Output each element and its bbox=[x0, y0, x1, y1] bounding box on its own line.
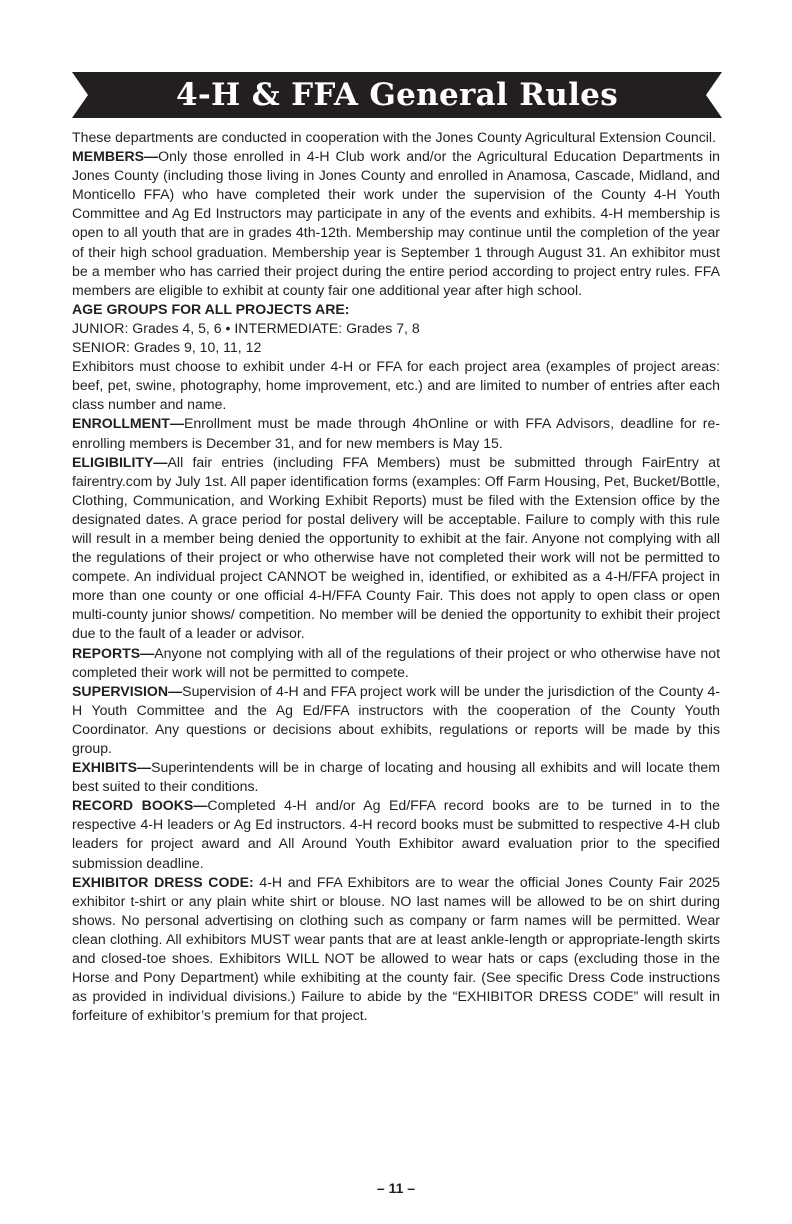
members-paragraph bbox=[72, 147, 720, 300]
enrollment-paragraph bbox=[72, 414, 720, 452]
age-groups-line-2: SENIOR: Grades 9, 10, 11, 12 bbox=[72, 339, 262, 356]
enrollment-text: Enrollment must be made through 4hOnline or with FFA Advisors, deadline for re-enrolling members is December 31, and for new members is May 15. bbox=[72, 415, 720, 451]
dress-code-paragraph bbox=[72, 873, 720, 1026]
reports-text: Anyone not complying with all of the regulations of their project or who otherwise have not completed their work will not be permitted to compete. bbox=[72, 644, 720, 680]
eligibility-label: ELIGIBILITY— bbox=[72, 453, 168, 470]
record-books-label: RECORD BOOKS— bbox=[72, 797, 208, 814]
exhibits-text: Superintendents will be in charge of locating and housing all exhibits and will locate them best suited to their conditions. bbox=[72, 759, 720, 795]
dress-code-label: EXHIBITOR DRESS CODE: bbox=[72, 873, 254, 890]
page-title: 4-H & FFA General Rules bbox=[176, 77, 618, 113]
members-label: MEMBERS— bbox=[72, 148, 159, 165]
members-text: Only those enrolled in 4-H Club work and/or the Agricultural Education Departments in Jones County (including those living in Jones County and enrolled in Anamosa, Cascade, Midland, and Monticello FFA) who have completed their work under the supervision of the County 4-H Youth Committee and Ag Ed Instructors may participate in any of the events and exhibits. 4-H membership is open to all youth that are in grades 4th-12th. Membership may continue until the completion of the year of their high school graduation. Membership year is September 1 through August 31. An exhibitor must be a member who has carried their project during the entire period according to project entry rules. FFA members are eligible to exhibit at county fair one additional year after high school. bbox=[72, 148, 720, 298]
record-books-paragraph bbox=[72, 796, 720, 872]
age-groups-heading: AGE GROUPS FOR ALL PROJECTS ARE: bbox=[72, 300, 350, 317]
enrollment-label: ENROLLMENT— bbox=[72, 415, 184, 432]
page-number: – 11 – bbox=[376, 1180, 416, 1196]
title-banner bbox=[72, 72, 722, 118]
intro-paragraph: These departments are conducted in cooperation with the Jones County Agricultural Extension Council. bbox=[72, 129, 716, 145]
eligibility-paragraph bbox=[72, 453, 720, 644]
age-groups-text: Exhibitors must choose to exhibit under 4-H or FFA for each project area (examples of project areas: beef, pet, swine, photography, home improvement, etc.) and are limited to number of entries after each class number and name. bbox=[72, 358, 720, 413]
supervision-label: SUPERVISION— bbox=[72, 682, 183, 699]
age-groups-line-1: JUNIOR: Grades 4, 5, 6 • INTERMEDIATE: Grades 7, 8 bbox=[72, 319, 420, 336]
dress-code-text: 4-H and FFA Exhibitors are to wear the official Jones County Fair 2025 exhibitor t-shirt or any plain white shirt or blouse. NO last names will be allowed to be on shirt during shows. No personal advertising on clothing such as company or farm names will be permitted. Wear clean clothing. All exhibitors MUST wear pants that are at least ankle-length or appropriate-length skirts and closed-toe shoes. Exhibitors WILL NOT be allowed to wear hats or caps (excluding those in the Horse and Pony Department) while exhibiting at the county fair. (See specific Dress Code instructions as provided in individual divisions.) Failure to abide by the “EXHIBITOR DRESS CODE” will result in forfeiture of exhibitor’s premium for that project. bbox=[72, 873, 720, 1024]
exhibits-label: EXHIBITS— bbox=[72, 759, 152, 776]
reports-paragraph bbox=[72, 644, 720, 682]
reports-label: REPORTS— bbox=[72, 644, 155, 661]
exhibits-paragraph bbox=[72, 758, 720, 796]
eligibility-text: All fair entries (including FFA Members) must be submitted through FairEntry at fairentry.com by July 1st. All paper identification forms (examples: Off Farm Housing, Pet, Bucket/Bottle, Clothing, Communication, and Working Exhibit Reports) must be filed with the Extension office by the designated dates. A grace period for postal delivery will be acceptable. Failure to comply with this rule will result in a member being denied the opportunity to exhibit at the fair. Anyone not complying with all the regulations of their project or who otherwise have not completed their work will not be permitted to compete. An individual project CANNOT be weighed in, identified, or exhibited as a 4-H/FFA project in more than one county or one official 4-H/FFA County Fair. This does not apply to open class or open multi-county junior shows/ competition. No member will be denied the opportunity to exhibit their project due to the fault of a leader or advisor. bbox=[72, 453, 720, 642]
rules-body bbox=[72, 128, 720, 1025]
record-books-text: Completed 4-H and/or Ag Ed/FFA record books are to be turned in to the respective 4-H leaders or Ag Ed instructors. 4-H record books must be submitted to respective 4-H club leaders for project award and All Around Youth Exhibitor award evaluation prior to the specified submission deadline. bbox=[72, 797, 720, 871]
supervision-paragraph bbox=[72, 682, 720, 758]
supervision-text: Supervision of 4-H and FFA project work will be under the jurisdiction of the County 4-H Youth Committee and the Ag Ed/FFA instructors with the cooperation of the County Youth Coordinator. Any questions or decisions about exhibits, regulations or reports will be made by this group. bbox=[72, 682, 720, 756]
